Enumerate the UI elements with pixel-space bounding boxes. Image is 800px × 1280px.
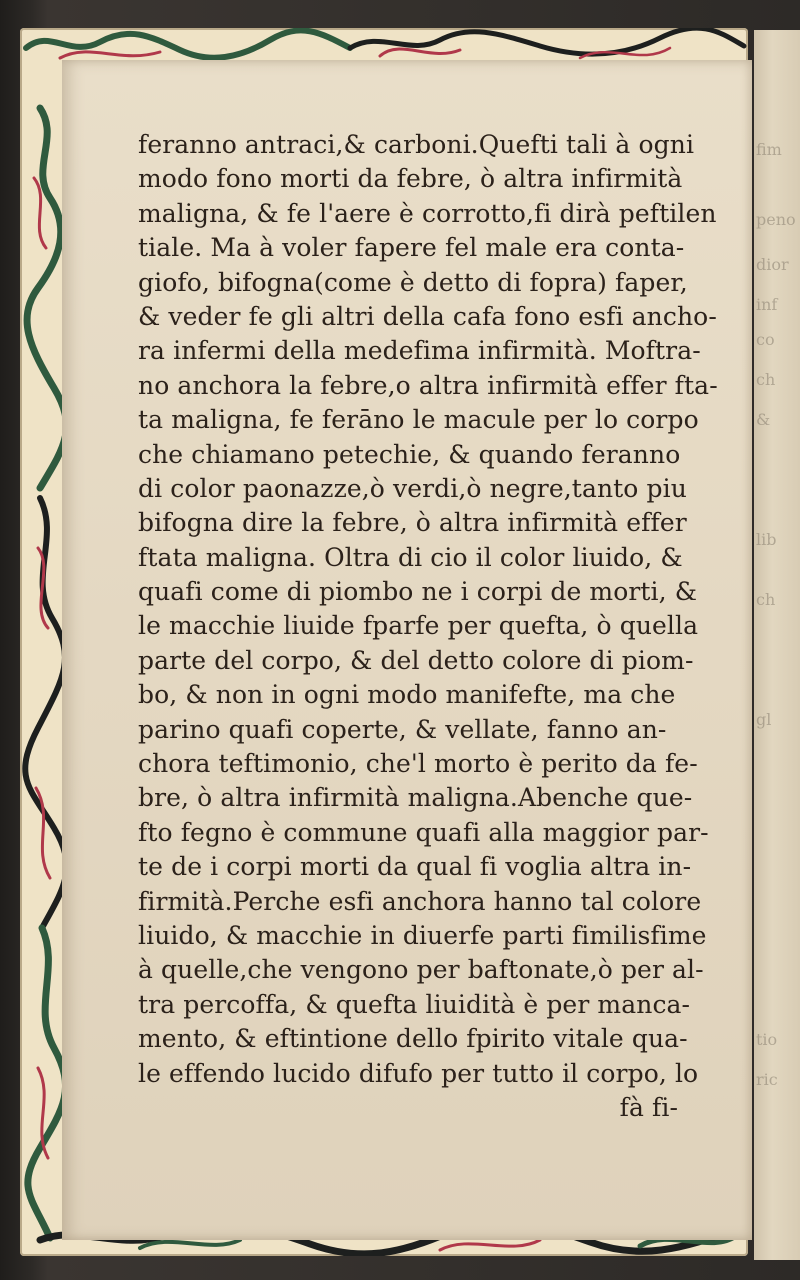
text-line: tiale. Ma à voler fapere fel male era conta- (138, 233, 685, 263)
text-line: liuido, & macchie in diuerfe parti fimilisfime (138, 920, 707, 950)
text-line: di color paonazze,ò verdi,ò negre,tanto piu (138, 473, 687, 503)
text-line: bo, & non in ogni modo manifefte, ma che (138, 680, 676, 710)
catchword: fà fi- (619, 1092, 678, 1122)
text-line: quafi come di piombo ne i corpi de morti, & (138, 577, 698, 607)
page-text (138, 128, 718, 1125)
text-line: ra infermi della medefima infirmità. Moftra- (138, 336, 701, 366)
text-line: firmità.Perche esfi anchora hanno tal colore (138, 886, 702, 916)
text-line: te de i corpi morti da qual fi voglia altra in- (138, 852, 692, 882)
text-line: maligna, & fe l'aere è corrotto,fi dirà peftilen (138, 198, 717, 228)
text-line: ftata maligna. Oltra di cio il color liuido, & (138, 542, 683, 572)
text-line: ta maligna, fe ferāno le macule per lo corpo (138, 405, 699, 435)
text-line: bifogna dire la febre, ò altra infirmità effer (138, 508, 687, 538)
text-line: tra percoffa, & quefta liuidità è per manca- (138, 989, 691, 1019)
text-line: & veder fe gli altri della cafa fono esfi ancho- (138, 301, 717, 331)
text-line: bre, ò altra infirmità maligna.Abenche que- (138, 783, 693, 813)
text-line: à quelle,che vengono per baftonate,ò per al- (138, 955, 704, 985)
text-line: chora teftimonio, che'l morto è perito da fe- (138, 749, 698, 779)
text-line: mento, & eftintione dello fpirito vitale qua- (138, 1024, 688, 1054)
text-line: le macchie liuide fparfe per quefta, ò quella (138, 611, 699, 641)
text-line: modo fono morti da febre, ò altra infirmità (138, 164, 683, 194)
text-line: no anchora la febre,o altra infirmità effer fta- (138, 370, 718, 400)
text-line: feranno antraci,& carboni.Quefti tali à ogni (138, 130, 695, 159)
text-line: le effendo lucido difufo per tutto il corpo, lo (138, 1058, 699, 1088)
text-line: parte del corpo, & del detto colore di piom- (138, 645, 694, 675)
text-line: che chiamano petechie, & quando feranno (138, 439, 681, 469)
text-line: parino quafi coperte, & vellate, fanno an- (138, 714, 667, 744)
text-line: giofo, bifogna(come è detto di fopra) faper, (138, 267, 688, 297)
text-line: fto fegno è commune quafi alla maggior par- (138, 817, 709, 847)
adjacent-page-edge: fim peno dior inf co ch & lib ch gl tio ric (754, 30, 800, 1260)
